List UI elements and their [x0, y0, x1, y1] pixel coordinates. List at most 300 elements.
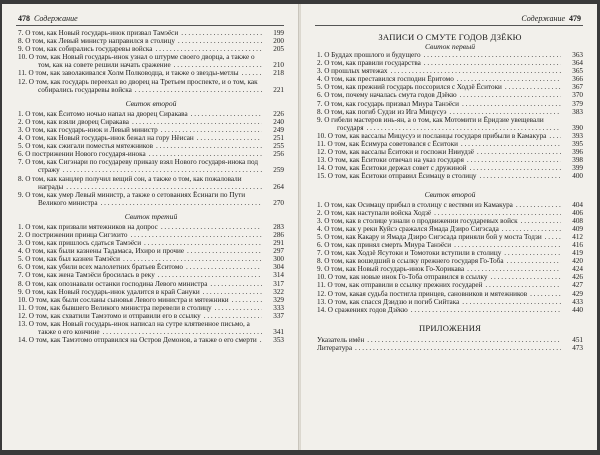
toc-entry-title: О том, как Сигэнари по государеву приказу взял Нового государя-инока под стражу [25, 158, 259, 175]
toc-entry [18, 247, 284, 255]
toc-entry-text [317, 100, 461, 108]
toc-entry-title: О том, как призвали мятежников на допрос [25, 222, 158, 231]
toc-entry-title: О том, как Новый государь-инок написал на сутре клятвенное письмо, а также о его кончине [28, 320, 250, 337]
toc-entry [18, 126, 284, 134]
toc-entry [18, 134, 284, 142]
toc-entry-text [18, 263, 185, 271]
right-header-title: Содержание [521, 14, 565, 23]
toc-entry-text [317, 306, 410, 314]
toc-entry-number: 4. [18, 134, 24, 143]
toc-entry-page: 416 [561, 241, 583, 249]
toc-entry-text [18, 110, 190, 118]
toc-entry-title: О том, как Какару и Ямада Дзиро Сигэсада приняли бой у моста Тодзи [324, 232, 542, 241]
toc-entry [317, 225, 583, 233]
toc-entry-page: 367 [561, 83, 583, 91]
left-section-3-title: Свиток третий [124, 211, 178, 221]
toc-entry [18, 142, 284, 150]
toc-entry [18, 255, 284, 263]
toc-entry-title: О том, как пришлось сдаться Тамэёси [25, 239, 142, 248]
toc-entry-page: 341 [262, 328, 284, 336]
toc-entry [317, 249, 583, 257]
toc-entry-text [317, 273, 489, 281]
toc-entry-text [18, 231, 130, 239]
toc-entry-page: 419 [561, 249, 583, 257]
toc-entry-number: 5. [317, 83, 323, 92]
toc-entry-number: 6. [317, 240, 323, 249]
toc-entry-number: 11. [18, 303, 27, 312]
toc-entry-number: 4. [18, 247, 24, 256]
toc-entry-page: 314 [262, 271, 284, 279]
toc-entry [317, 59, 583, 67]
toc-entry-title: О том, как собирались государевы войска [25, 45, 153, 54]
toc-entry-title: О том, как Новый государь-инок удалится в край Сануки [25, 287, 200, 296]
right-section-2-title: Свиток второй [424, 189, 476, 199]
toc-entry-title: О том, как умер Левый министр, а также о сетованиях Ёсинаги по Пути Великого министра [25, 190, 246, 207]
toc-entry-number: 10. [18, 53, 27, 62]
toc-entry-title: О том, как Ёситоки держал совет с дружиной [327, 164, 467, 173]
toc-entry-page: 333 [262, 304, 284, 312]
toc-entry-title: О том, как Ходзё Ясутоки и Томотоки вступили в столицу [324, 249, 502, 258]
toc-entry-text [18, 288, 202, 296]
toc-entry-page: 426 [561, 273, 583, 281]
toc-entry-page: 390 [561, 124, 583, 132]
toc-entry-number: 10. [317, 131, 326, 140]
toc-entry-page: 366 [561, 75, 583, 83]
toc-entry-page: 300 [262, 255, 284, 263]
toc-entry-title: О том, как был казнен Тамэёси [25, 255, 120, 264]
toc-entry-number: 6. [18, 150, 24, 159]
toc-entry-number: 7. [317, 249, 323, 258]
toc-entry-page: 353 [262, 336, 284, 344]
toc-entry-title: О том, как заволакивался Холм Полководца, и также о звезды-метлы [28, 69, 239, 78]
toc-entry-title: О том, как государь-инок и Левый министр [25, 125, 158, 134]
toc-entry-text [317, 132, 548, 140]
toc-entry-title: Указатель имён [317, 335, 365, 344]
toc-entry-title: О том, как Новый государь-инок бежал на гору Нёисан [25, 134, 194, 143]
right-entries-a [317, 51, 583, 181]
toc-entry-number: 13. [317, 297, 326, 306]
toc-entry-page: 337 [262, 312, 284, 320]
toc-entry-page: 256 [262, 150, 284, 158]
toc-entry-title: О прошлых мятежах [324, 67, 388, 76]
toc-entry-text [317, 281, 484, 289]
toc-entry-text [18, 69, 241, 77]
toc-entry-title: О том, как канцлер получил вещий сон, а также о том, как пожаловали награды [25, 174, 242, 191]
toc-entry-number: 14. [317, 164, 326, 173]
toc-entry-text [317, 75, 456, 83]
toc-entry [317, 233, 583, 241]
toc-entry-title: О том, как погиб Судзи из Ига Мицусуэ [324, 107, 447, 116]
toc-entry-title: О том, как преставился господин Ёритомо [324, 75, 454, 84]
toc-entry [317, 75, 583, 83]
toc-entry-title: О том, как Осимацу прибыл в столицу с вестями из Камакура [324, 200, 513, 209]
toc-entry-page: 251 [262, 134, 284, 142]
toc-entry-page: 395 [561, 140, 583, 148]
toc-entry-number: 12. [317, 148, 326, 157]
toc-entry [18, 175, 284, 191]
toc-entry-title: О том, как правили государства [324, 59, 421, 68]
toc-entry-text [18, 150, 148, 158]
toc-entry-text [18, 191, 245, 207]
toc-entry-text [317, 241, 453, 249]
toc-entry-page: 317 [262, 280, 284, 288]
toc-entry [18, 320, 284, 336]
toc-entry [18, 223, 284, 231]
toc-entry-title: О том, какая судьба постигла принцев, сановников и мятежников [327, 289, 528, 298]
toc-entry-page: 365 [561, 67, 583, 75]
toc-entry-text [18, 312, 203, 320]
toc-entry [317, 344, 583, 352]
toc-entry [18, 110, 284, 118]
toc-entry-text [317, 116, 544, 132]
toc-entry-number: 6. [317, 91, 323, 100]
toc-entry [18, 158, 284, 174]
toc-entry-title: О том, как Ёситоки отвечал на указ государя [327, 156, 464, 165]
left-page-number: 478 [18, 14, 30, 23]
toc-entry-title: О том, как были сосланы сыновья Левого министра и мятежники [28, 295, 229, 304]
toc-entry-number: 13. [317, 156, 326, 165]
toc-entry-title: О том, как Новый государь-инок узнал о штурме своего дворца, а также о том, как на совете решили начать сражение [28, 53, 255, 70]
toc-entry-number: 8. [317, 107, 323, 116]
toc-entry-title: О том, как Новый государь-инок Го-Хорикава [324, 265, 465, 274]
toc-entry-page: 218 [262, 69, 284, 77]
toc-entry [18, 191, 284, 207]
toc-entry-page: 473 [561, 344, 583, 352]
toc-entry [317, 336, 583, 344]
toc-entry-text [317, 51, 423, 59]
toc-entry-title: О том, как были казнены Тадамаса, Ихиро и прочие [25, 247, 185, 256]
toc-entry-title: О том, как Тамэтомо отправился на Остров Демонов, а также о его смерти [28, 336, 257, 345]
toc-entry-title: О том, как прежний государь поссорился с Ходзё Ёситоки [324, 83, 502, 92]
toc-entry [18, 150, 284, 158]
toc-entry [18, 29, 284, 37]
toc-entry-page: 429 [561, 290, 583, 298]
toc-entry-title: О том, как Ёситоки отправил Ёсимацу в столицу [327, 172, 477, 181]
toc-entry-title: О том, как спасся Дзидзю и погиб Сийтака [327, 297, 460, 306]
toc-entry-number: 9. [317, 115, 323, 124]
toc-entry-title: О сражениях годов Дзёкю [327, 305, 408, 314]
toc-entry-page: 221 [262, 86, 284, 94]
toc-entry-number: 2. [18, 117, 24, 126]
toc-entry-page: 451 [561, 336, 583, 344]
left-entries-a [18, 29, 284, 94]
toc-entry-number: 4. [317, 75, 323, 84]
toc-entry [18, 231, 284, 239]
toc-entry-text [18, 158, 258, 174]
toc-entry [317, 281, 583, 289]
toc-entry-page: 226 [262, 110, 284, 118]
toc-entry-text [317, 108, 448, 116]
toc-entry-title: О том, как взяли дворец Сиракава [25, 117, 129, 126]
toc-entry [317, 108, 583, 116]
toc-entry [317, 306, 583, 314]
right-appendix-title: ПРИЛОЖЕНИЯ [418, 322, 482, 333]
toc-entry-number: 2. [317, 208, 323, 217]
toc-entry-page: 322 [262, 288, 284, 296]
right-entries-c [317, 336, 583, 352]
toc-entry-title: О том, как принял смерть Миура Танэёси [324, 240, 452, 249]
right-toc [317, 30, 583, 352]
toc-entry-number: 7. [18, 158, 24, 167]
toc-entry [317, 273, 583, 281]
toc-entry-number: 12. [317, 289, 326, 298]
toc-entry [317, 290, 583, 298]
toc-entry-title: О том, как вассалы Мицусуэ и посланцы государя прибыли в Камакура [327, 131, 547, 140]
toc-entry-title: О том, как убили всех малолетних братьев Ёситомо [25, 263, 183, 272]
toc-entry-page: 363 [561, 51, 583, 59]
toc-entry-text [317, 298, 461, 306]
toc-entry-number: 9. [18, 45, 24, 54]
toc-entry-text [317, 249, 503, 257]
toc-entry-title: О том, как вассалы Ёситоки и госпожи Нииудзё [327, 148, 474, 157]
toc-entry-text [317, 172, 479, 180]
toc-entry-page: 424 [561, 265, 583, 273]
toc-entry [317, 209, 583, 217]
toc-entry-text [18, 255, 122, 263]
toc-entry-page: 433 [561, 298, 583, 306]
toc-entry-page: 297 [262, 247, 284, 255]
toc-entry-number: 1. [317, 51, 323, 59]
toc-entry-number: 2. [18, 230, 24, 239]
toc-entry-text [18, 336, 259, 344]
toc-entry-text [18, 296, 231, 304]
toc-entry-number: 7. [18, 271, 24, 280]
toc-entry-page: 205 [262, 45, 284, 53]
toc-entry-text [18, 142, 155, 150]
toc-entry-page: 210 [262, 61, 284, 69]
toc-entry-page: 199 [262, 29, 284, 37]
toc-entry-text [18, 247, 186, 255]
toc-entry-page: 408 [561, 217, 583, 225]
toc-entry [317, 91, 583, 99]
toc-entry-text [18, 223, 160, 231]
toc-entry-text [317, 225, 501, 233]
toc-entry-number: 14. [18, 336, 27, 345]
toc-entry [317, 172, 583, 180]
toc-entry-page: 255 [262, 142, 284, 150]
toc-entry-title: О том, как новые инок Го-Тоба отправился в ссылку [327, 273, 488, 282]
toc-entry-number: 1. [317, 200, 323, 209]
toc-entry-page: 379 [561, 100, 583, 108]
toc-entry-text [317, 265, 466, 273]
toc-entry-text [317, 217, 520, 225]
toc-entry-text [317, 336, 366, 344]
toc-entry-title: О том, как бывшего Великого министра перевели в столицу [28, 303, 212, 312]
toc-entry [18, 118, 284, 126]
toc-entry [317, 132, 583, 140]
toc-entry-page: 364 [561, 59, 583, 67]
toc-entry-text [18, 118, 131, 126]
right-main-title: ЗАПИСИ О СМУТЕ ГОДОВ ДЗЁКЮ [378, 32, 522, 42]
toc-entry-title: О том, как в столице узнали о продвижении государевых войск [324, 216, 518, 225]
left-header-rule [16, 25, 284, 26]
toc-entry-number: 4. [317, 224, 323, 233]
toc-entry-page: 420 [561, 257, 583, 265]
toc-entry-page: 370 [561, 91, 583, 99]
toc-entry-title: О том, как у реки Куйсэ сражался Ямада Дзиро Сигэсада [324, 224, 499, 233]
toc-entry-number: 3. [18, 239, 24, 248]
toc-entry-text [18, 134, 196, 142]
toc-entry-number: 9. [18, 190, 24, 199]
toc-entry-number: 12. [18, 77, 27, 86]
toc-entry-page: 329 [262, 296, 284, 304]
toc-entry-text [18, 53, 255, 69]
toc-entry-text [317, 257, 506, 265]
toc-entry-text [317, 290, 529, 298]
toc-entry-title: О том, как Ёситомо ночью напал на дворец Сиракава [25, 109, 188, 118]
toc-entry-page: 304 [262, 263, 284, 271]
toc-entry-page: 249 [262, 126, 284, 134]
toc-entry-page: 400 [561, 172, 583, 180]
left-header-title: Содержание [34, 14, 78, 23]
left-page [2, 4, 299, 450]
toc-entry-page: 398 [561, 156, 583, 164]
toc-entry-text [317, 67, 390, 75]
toc-entry-page: 409 [561, 225, 583, 233]
toc-entry-title: О том, как наступали войска Ходзё [324, 208, 432, 217]
toc-entry-text [317, 140, 460, 148]
toc-entry-number: 1. [18, 109, 24, 118]
toc-entry-number: 7. [317, 99, 323, 108]
toc-entry-number: 11. [18, 69, 27, 78]
left-entries-c [18, 223, 284, 344]
toc-entry [18, 312, 284, 320]
toc-entry-text [18, 304, 214, 312]
toc-entry-text [317, 209, 433, 217]
toc-entry [18, 288, 284, 296]
toc-entry-title: О том, как опознавали останки господина Левого министра [25, 279, 208, 288]
toc-entry-number: 9. [18, 287, 24, 296]
toc-entry [317, 257, 583, 265]
toc-entry-number: 11. [317, 281, 326, 290]
toc-entry-page: 283 [262, 223, 284, 231]
toc-entry-title: О пострижении принца Сигэхито [25, 230, 128, 239]
toc-entry [18, 296, 284, 304]
toc-entry-page: 396 [561, 148, 583, 156]
toc-entry-number: 8. [18, 279, 24, 288]
left-running-head [18, 14, 78, 23]
toc-entry [317, 241, 583, 249]
right-section-1-title: Свиток первый [424, 42, 476, 51]
toc-entry-page: 412 [561, 233, 583, 241]
toc-entry [18, 37, 284, 45]
toc-entry-title: О том, как отправили в ссылку прежних государей [327, 281, 483, 290]
toc-entry-text [18, 45, 155, 53]
right-header-rule [315, 25, 583, 26]
toc-entry [317, 83, 583, 91]
toc-entry-text [18, 271, 157, 279]
toc-entry-text [317, 164, 469, 172]
left-section-2-title: Свиток второй [125, 98, 177, 108]
toc-entry-number: 5. [317, 232, 323, 241]
toc-entry-title: Литература [317, 343, 353, 352]
toc-entry-number: 8. [18, 174, 24, 183]
toc-entry-page: 383 [561, 108, 583, 116]
toc-entry [18, 45, 284, 53]
toc-entry-title: О том, как Новый государь-инок призвал Тамэёси [25, 29, 179, 37]
toc-entry-number: 8. [317, 257, 323, 266]
toc-entry-text [317, 148, 476, 156]
toc-entry [317, 164, 583, 172]
toc-entry-page: 399 [561, 164, 583, 172]
toc-entry [317, 67, 583, 75]
toc-entry-number: 6. [18, 263, 24, 272]
toc-entry [18, 69, 284, 77]
toc-entry-page: 427 [561, 281, 583, 289]
toc-entry-text [18, 29, 180, 37]
toc-entry-number: 12. [18, 311, 27, 320]
right-running-head [521, 14, 581, 23]
toc-entry-title: О пострижении Нового государя-инока [25, 150, 146, 159]
toc-entry [18, 304, 284, 312]
toc-entry-title: О том, как схватили Тамэтомо и отправили его в ссылку [28, 311, 201, 320]
toc-entry [317, 148, 583, 156]
toc-entry-text [18, 37, 177, 45]
toc-entry [18, 239, 284, 247]
toc-entry-page: 291 [262, 239, 284, 247]
toc-entry-page: 264 [262, 183, 284, 191]
toc-entry-number: 2. [317, 59, 323, 68]
toc-entry-page: 270 [262, 199, 284, 207]
toc-entry-number: 10. [18, 295, 27, 304]
toc-entry-text [317, 344, 354, 352]
toc-entry [317, 116, 583, 132]
toc-entry [18, 280, 284, 288]
right-page-number: 479 [569, 14, 581, 23]
right-entries-b [317, 201, 583, 314]
toc-entry-title: О том, как вошедший в ссылку прежнего государя Го-Тоба [324, 257, 504, 266]
toc-entry [317, 265, 583, 273]
toc-entry-text [317, 201, 515, 209]
toc-entry [317, 217, 583, 225]
toc-entry-number: 15. [317, 172, 326, 181]
left-toc [18, 29, 284, 344]
toc-entry-title: О том, почему началась смута годов Дзёкю [324, 91, 457, 100]
toc-entry-number: 1. [18, 222, 24, 231]
toc-entry-number: 3. [317, 67, 323, 76]
toc-entry [317, 298, 583, 306]
toc-entry-number: 7. [18, 29, 24, 37]
toc-entry-title: О том, как Ёсимура советовался с Ёситоки [327, 140, 458, 149]
toc-entry-text [18, 175, 242, 191]
toc-entry-title: О том, как государь призвал Миура Танэёси [324, 99, 460, 108]
left-entries-b [18, 110, 284, 207]
toc-entry-page: 240 [262, 118, 284, 126]
toc-entry-text [317, 233, 544, 241]
toc-entry [317, 51, 583, 59]
toc-entry [18, 53, 284, 69]
toc-entry [317, 140, 583, 148]
toc-entry-text [18, 239, 143, 247]
toc-entry-text [317, 91, 459, 99]
toc-entry-page: 406 [561, 209, 583, 217]
toc-entry-number: 5. [18, 142, 24, 151]
toc-entry-number: 13. [18, 320, 27, 328]
toc-entry-text [317, 83, 504, 91]
toc-entry-number: 10. [317, 273, 326, 282]
toc-entry-page: 393 [561, 132, 583, 140]
toc-entry [317, 156, 583, 164]
toc-entry-text [317, 156, 466, 164]
toc-entry-number: 3. [317, 216, 323, 225]
toc-entry-text [18, 320, 250, 336]
right-page [300, 4, 597, 450]
toc-entry-text [18, 126, 160, 134]
toc-entry-text [18, 78, 258, 94]
toc-entry-page: 200 [262, 37, 284, 45]
toc-entry-title: О том, как сжигали поместья мятежников [25, 142, 154, 151]
toc-entry-title: О том, как государь переехал во дворец на Третьем проспекте, и о том, как собирались государевы войска [28, 77, 258, 94]
